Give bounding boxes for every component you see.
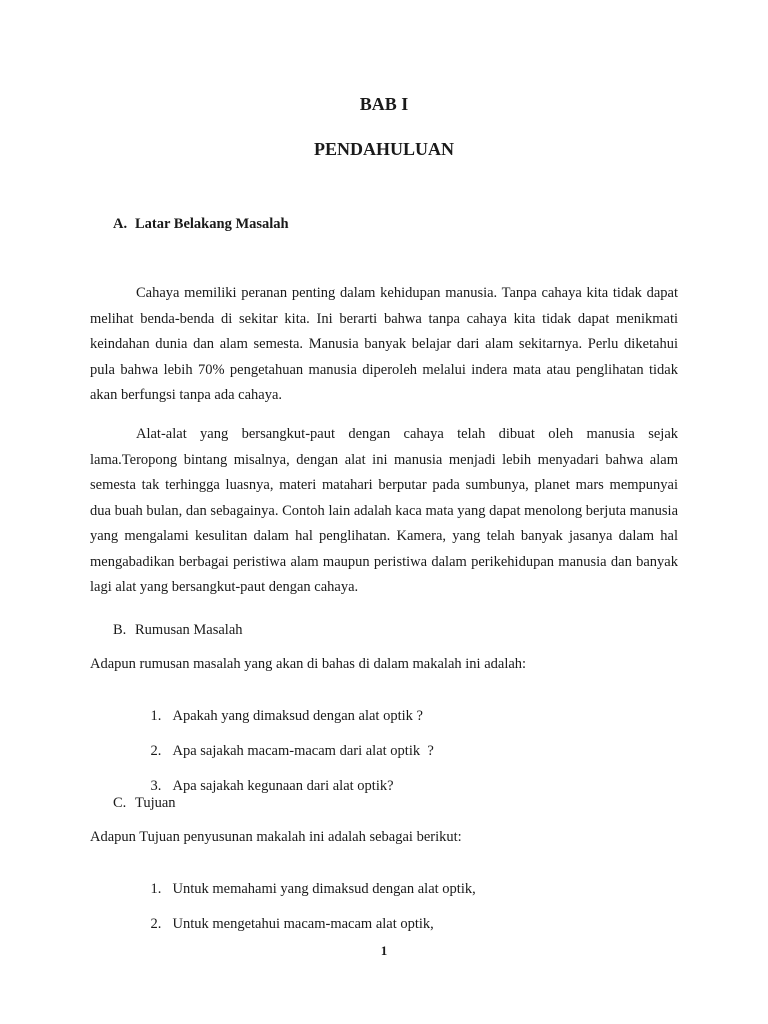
list-text: Apa sajakah kegunaan dari alat optik?: [172, 778, 394, 794]
chapter-title: PENDAHULUAN: [313, 139, 454, 159]
section-c-title: Tujuan: [135, 795, 176, 811]
page-number: 1: [380, 943, 388, 958]
section-c-heading: [113, 794, 176, 812]
list-number: 1.: [150, 708, 162, 724]
section-b-title: Rumusan Masalah: [135, 622, 243, 638]
list-number: 1.: [150, 881, 162, 897]
list-text: Untuk mengetahui macam-macam alat optik,: [172, 916, 434, 932]
section-c-intro: Adapun Tujuan penyusunan makalah ini adalah sebagai berikut:: [90, 829, 462, 845]
list-text: Untuk memahami yang dimaksud dengan alat optik,: [172, 881, 476, 897]
list-text: Apakah yang dimaksud dengan alat optik ?: [172, 708, 423, 724]
list-number: 2.: [150, 743, 162, 759]
chapter-heading: BAB I: [359, 94, 409, 114]
list-text: Apa sajakah macam-macam dari alat optik ?: [172, 743, 434, 759]
section-b-letter: B.: [113, 622, 127, 638]
section-a-title: Latar Belakang Masalah: [135, 216, 289, 232]
section-a-letter: A.: [113, 216, 128, 232]
section-b-heading: [113, 621, 243, 639]
paragraph-2: Alat-alat yang bersangkut-paut dengan cahaya telah dibuat oleh manusia sejak lama.Teropong bintang misalnya, dengan alat ini manusia menjadi lebih menyadari bahwa alam semesta tak terhingga luasnya, materi matahari berputar pada sumbunya, planet mars mempunyai dua buah bulan, dan sebagainya. Contoh lain adalah kaca mata yang dapat menolong berjuta manusia yang mengalami kesulitan dalam hal penglihatan. Kamera, yang telah banyak jasanya dalam hal mengabadikan berbagai peristiwa alam maupun peristiwa dalam perikehidupan manusia dan banyak lagi alat yang bersangkut-paut dengan cahaya.: [90, 426, 678, 595]
list-number: 3.: [150, 778, 162, 794]
section-b-intro: Adapun rumusan masalah yang akan di bahas di dalam makalah ini adalah:: [90, 656, 527, 672]
section-a-heading: [113, 215, 289, 233]
list-number: 2.: [150, 916, 162, 932]
paragraph-1: Cahaya memiliki peranan penting dalam kehidupan manusia. Tanpa cahaya kita tidak dapat melihat benda-benda di sekitar kita. Ini berarti bahwa tanpa cahaya kita tidak dapat menikmati keindahan dunia dan alam semesta. Manusia banyak belajar dari alam sekitarnya. Perlu diketahui pula bahwa lebih 70% pengetahuan manusia diperoleh melalui indera mata atau penglihatan tidak akan berfungsi tanpa ada cahaya.: [90, 285, 678, 403]
section-c-letter: C.: [113, 795, 127, 811]
